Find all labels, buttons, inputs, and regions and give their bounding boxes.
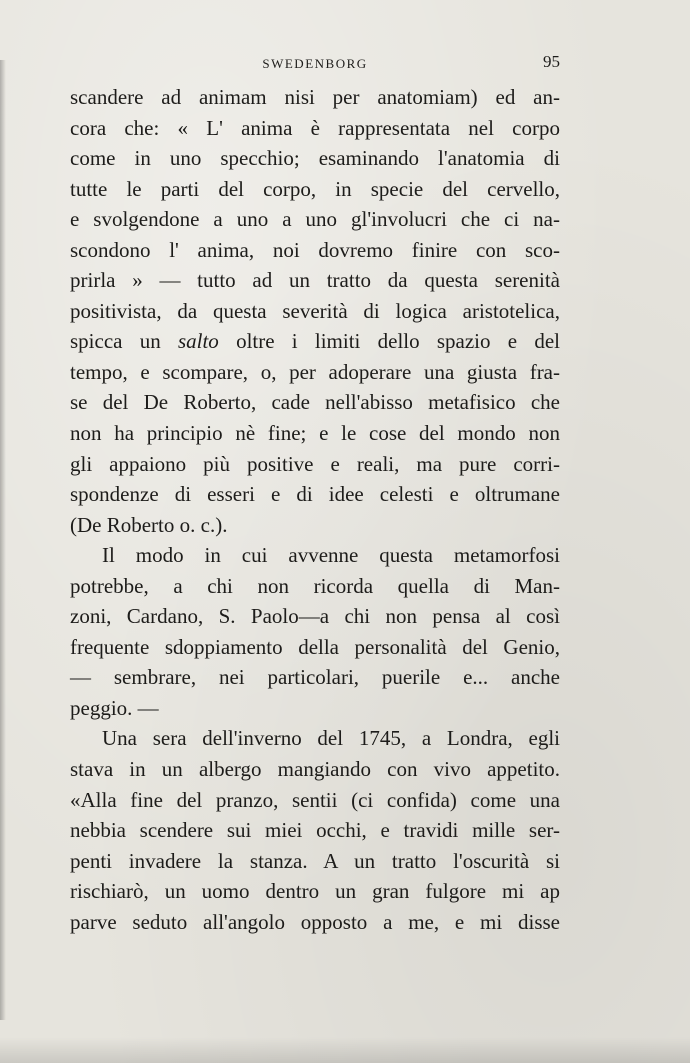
text-line: peggio. — bbox=[70, 695, 159, 720]
text-line: scandere ad animam nisi per anatomiam) ed an- bbox=[70, 85, 560, 109]
text-line: positivista, da questa severità di logica aristotelica, bbox=[70, 298, 560, 323]
text-line: non ha principio nè fine; e le cose del mondo non bbox=[70, 421, 560, 446]
text-line: rischiarò, un uomo dentro un gran fulgore mi ap bbox=[70, 879, 560, 904]
text-line: «Alla fine del pranzo, sentii (ci confida) come una bbox=[70, 787, 560, 812]
text-line: scondono l' anima, noi dovremo finire con sco- bbox=[70, 237, 560, 262]
text-line: — sembrare, nei particolari, puerile e... anche bbox=[70, 665, 560, 690]
page-binding-shadow bbox=[0, 60, 6, 1020]
text-line: zoni, Cardano, S. Paolo—a chi non pensa al così bbox=[70, 604, 560, 629]
text-line: frequente sdoppiamento della personalità del Genio, bbox=[70, 634, 560, 659]
text-line: tutte le parti del corpo, in specie del cervello, bbox=[70, 176, 560, 201]
text-line: gli appaiono più positive e reali, ma pure corri- bbox=[70, 451, 560, 476]
running-head: SWEDENBORG bbox=[262, 56, 368, 71]
body-text bbox=[70, 82, 560, 937]
text-line: parve seduto all'angolo opposto a me, e mi disse bbox=[70, 909, 560, 934]
text-line: tempo, e scompare, o, per adoperare una giusta fra- bbox=[70, 359, 560, 384]
text-line: e svolgendone a uno a uno gl'involucri che ci na- bbox=[70, 207, 560, 232]
page-header bbox=[70, 50, 560, 76]
text-line: se del De Roberto, cade nell'abisso metafisico che bbox=[70, 390, 560, 415]
text-line: stava in un albergo mangiando con vivo appetito. bbox=[70, 757, 560, 782]
text-line: (De Roberto o. c.). bbox=[70, 512, 228, 537]
text-line: come in uno specchio; esaminando l'anatomia di bbox=[70, 146, 560, 171]
text-line: cora che: « L' anima è rappresentata nel corpo bbox=[70, 115, 560, 140]
page-bottom-shadow bbox=[0, 1037, 690, 1063]
text-line-with-italic bbox=[70, 326, 560, 357]
paragraph-first-line: Il modo in cui avvenne questa metamorfosi bbox=[102, 543, 560, 568]
text-line: prirla » — tutto ad un tratto da questa serenità bbox=[70, 268, 560, 293]
text-line: nebbia scendere sui miei occhi, e travidi mille ser- bbox=[70, 818, 560, 843]
text-line: penti invadere la stanza. A un tratto l'oscurità si bbox=[70, 848, 560, 873]
paragraph-first-line: Una sera dell'inverno del 1745, a Londra, egli bbox=[102, 726, 560, 751]
page-number: 95 bbox=[543, 52, 560, 71]
text-line: spondenze di esseri e di idee celesti e oltrumane bbox=[70, 482, 560, 507]
italic-word: salto bbox=[177, 329, 219, 354]
text-segment: spicca un bbox=[70, 329, 161, 354]
text-segment: oltre i limiti dello spazio e del bbox=[236, 329, 560, 354]
text-line: potrebbe, a chi non ricorda quella di Man- bbox=[70, 573, 560, 598]
